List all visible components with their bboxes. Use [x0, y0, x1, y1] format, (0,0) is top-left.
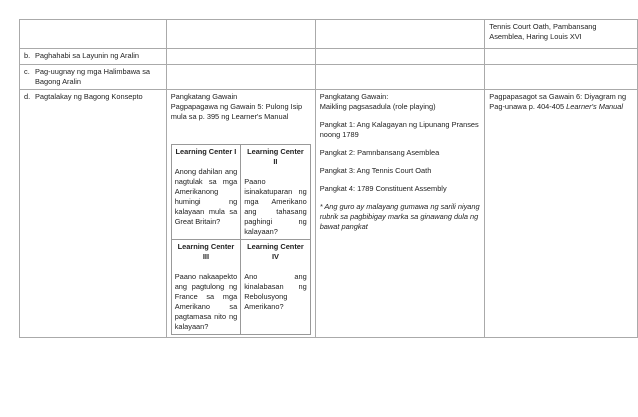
center-title: Learning Center III	[177, 242, 235, 261]
cell-group-activity	[315, 90, 485, 338]
cell	[315, 49, 485, 65]
group-item: Pangkat 2: Pamnbansang Asemblea	[319, 148, 440, 157]
assessment-source: Learner's Manual	[566, 102, 624, 111]
lesson-plan-table	[19, 19, 638, 338]
row-letter: b.	[24, 51, 31, 60]
learning-center	[171, 240, 241, 335]
table-row	[20, 65, 638, 90]
learning-center	[241, 240, 311, 335]
cell	[20, 20, 167, 49]
assessment-text: Pagpapasagot sa Gawain 6: Diyagram ng Pag-unawa p. 404-405	[489, 92, 627, 111]
cell	[315, 20, 485, 49]
cell	[485, 65, 638, 90]
group-title: Pangkatang Gawain:	[319, 92, 389, 101]
row-label	[20, 65, 167, 90]
activity-desc: Pagpapagawa ng Gawain 5: Pulong Isip mula sa p. 395 ng Learner's Manual	[170, 102, 303, 121]
center-question: Anong dahilan ang nagtulak sa mga Amerikanong humingi ng kalayaan mula sa Great Britain?	[174, 167, 238, 226]
center-title: Learning Center IV	[247, 242, 304, 261]
center-title: Learning Center II	[247, 147, 304, 166]
cell	[315, 65, 485, 90]
row-letter: d.	[24, 92, 31, 101]
cell	[166, 20, 315, 49]
center-question: Ano ang kinalabasan ng Rebolusyong Amerikano?	[244, 272, 307, 311]
cell-activity	[166, 90, 315, 338]
learning-centers-table	[171, 144, 311, 335]
center-question: Paano isinakatuparan ng mga Amerikano ang tahasang paghingi ng kalayaan?	[244, 177, 307, 236]
table-row	[20, 49, 638, 65]
learning-center	[241, 145, 311, 240]
row-label	[20, 90, 167, 338]
center-question: Paano nakaapekto ang pagtulong ng France sa mga Amerikano sa pagtamasa nito ng kalayaan?	[174, 272, 238, 331]
table-row	[20, 20, 638, 49]
group-note: * Ang guro ay malayang gumawa ng sarili niyang rubrik sa pagbibigay marka sa ginawang dula ng bawat pangkat	[319, 202, 480, 231]
cell-assessment	[485, 90, 638, 338]
row-label-text: Pagtalakay ng Bagong Konsepto	[35, 92, 143, 101]
row-label	[20, 49, 167, 65]
cell	[166, 65, 315, 90]
learning-center	[171, 145, 241, 240]
group-subtitle: Maikling pagsasadula (role playing)	[319, 102, 436, 111]
cell	[485, 49, 638, 65]
group-item: Pangkat 3: Ang Tennis Court Oath	[319, 166, 432, 175]
row-label-text: Paghahabi sa Layunin ng Aralin	[35, 51, 139, 60]
group-item: Pangkat 4: 1789 Constituent Assembly	[319, 184, 447, 193]
row-letter: c.	[24, 67, 30, 76]
group-item: Pangkat 1: Ang Kalagayan ng Lipunang Pranses noong 1789	[319, 120, 479, 139]
activity-title: Pangkatang Gawain	[170, 92, 238, 101]
table-row	[20, 90, 638, 338]
cell-keywords: Tennis Court Oath, Pambansang Asemblea, Haring Louis XVI	[485, 20, 638, 49]
row-label-text: Pag-uugnay ng mga Halimbawa sa Bagong Aralin	[35, 67, 151, 86]
cell	[166, 49, 315, 65]
center-title: Learning Center I	[175, 147, 237, 156]
